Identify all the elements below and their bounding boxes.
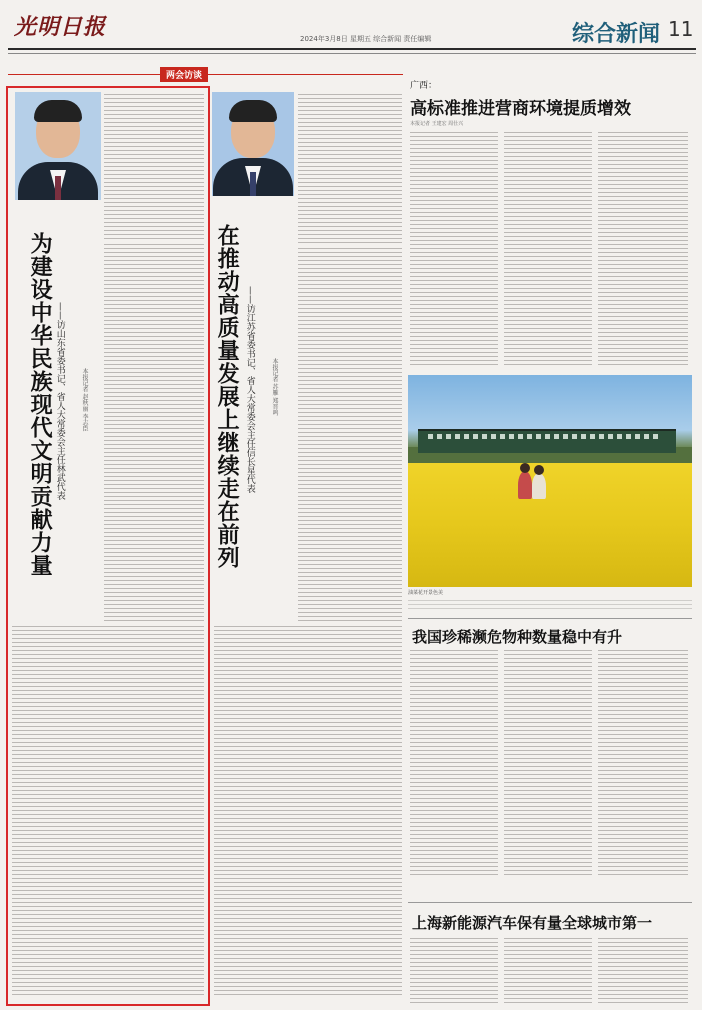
body-text-block	[12, 626, 204, 998]
body-text-block	[214, 626, 402, 998]
masthead	[0, 0, 702, 52]
subheadline-middle: ——访江苏省委书记、省人大常委会主任信长星代表	[244, 286, 255, 493]
headline-right-top: 高标准推进营商环境提质增效	[410, 99, 631, 119]
body-text-block	[410, 650, 498, 878]
person-figure	[532, 473, 546, 499]
subheadline-left: ——访山东省委书记、省人大常委会主任林武代表	[54, 302, 65, 500]
body-text-block	[504, 938, 592, 1004]
portrait-photo-middle	[212, 92, 294, 196]
column-label: 两会访谈	[160, 67, 208, 82]
person-figure	[518, 471, 532, 499]
headline-right-bottom: 上海新能源汽车保有量全球城市第一	[412, 914, 653, 932]
train-image	[418, 429, 676, 453]
portrait-photo-left	[15, 92, 101, 200]
body-text-block	[504, 650, 592, 878]
masthead-rule-thin	[8, 53, 696, 54]
byline-middle: 本报记者 苏雁 郑晋鸣	[271, 358, 278, 416]
divider	[408, 618, 692, 619]
rapeseed-field-photo	[408, 375, 692, 587]
body-text-block	[104, 244, 204, 622]
body-text-block	[504, 132, 592, 366]
body-text-block	[104, 94, 204, 240]
section-title: 综合新闻	[572, 22, 661, 47]
body-text-block	[598, 938, 688, 1004]
byline-left: 本报记者 赵秋丽 李志臣	[81, 368, 88, 432]
body-text-block	[410, 132, 498, 366]
body-text-block	[410, 938, 498, 1004]
caption-text	[408, 600, 692, 610]
masthead-rule	[8, 48, 696, 50]
divider	[408, 902, 692, 903]
headline-middle: 在推动高质量发展上继续走在前列	[214, 224, 240, 569]
byline-right-top: 本报记者 王建宏 周仕兴	[410, 121, 464, 127]
headline-left: 为建设中华民族现代文明贡献力量	[27, 232, 53, 577]
body-text-block	[598, 132, 688, 366]
newspaper-logo: 光明日报	[14, 14, 107, 40]
body-text-block	[598, 650, 688, 878]
article-region: 广西：	[410, 81, 438, 91]
headline-right-mid: 我国珍稀濒危物种数量稳中有升	[412, 628, 623, 646]
body-text-block	[298, 248, 402, 622]
date-line: 2024年3月8日 星期五 综合新闻 责任编辑	[300, 35, 432, 43]
page-number: 11	[668, 17, 694, 41]
body-text-block	[298, 94, 402, 244]
photo-caption: 油菜花开景色美	[408, 590, 444, 596]
